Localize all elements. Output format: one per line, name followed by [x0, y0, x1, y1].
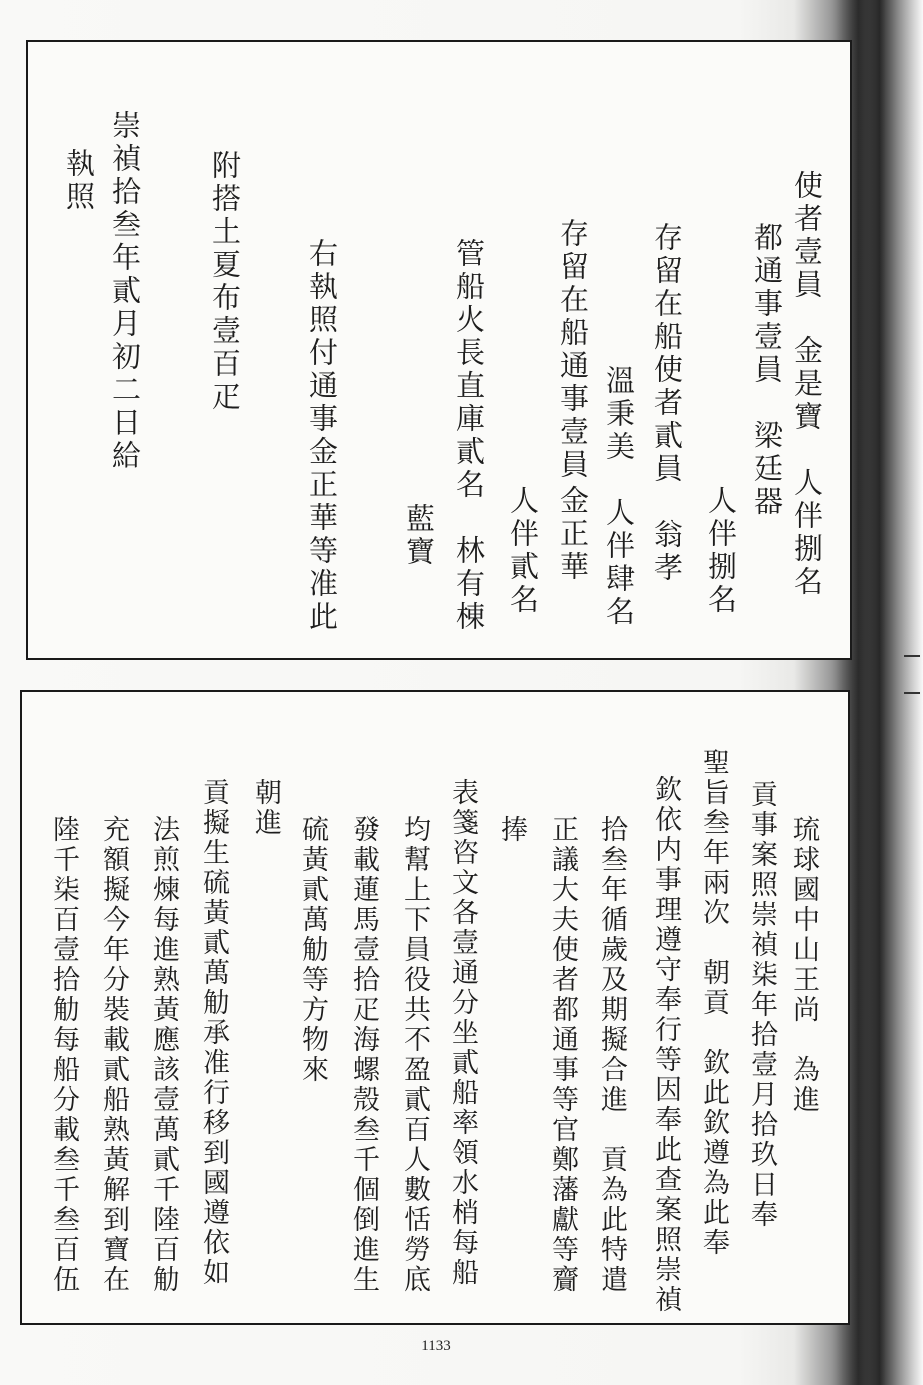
text-column: 法煎煉每進熟黃應該壹萬貳千陸百觔 — [148, 815, 179, 1295]
text-column: 捧 — [496, 815, 527, 845]
text-column: 朝進 — [250, 778, 281, 838]
text-column: 發載蓮馬壹拾疋海螺殼叁千個倒進生 — [348, 815, 379, 1295]
text-column: 貢事案照崇禎柒年拾壹月拾玖日奉 — [746, 780, 777, 1230]
text-column: 使者壹員 金是寶 人伴捌名 — [790, 170, 824, 599]
facing-page-edge-mark — [904, 655, 920, 657]
text-column: 溫秉美 人伴肆名 — [602, 365, 636, 629]
text-column: 存留在船使者貳員 翁孝 — [650, 222, 684, 585]
text-column: 拾叁年循歲及期擬合進 貢為此特遣 — [596, 815, 627, 1295]
text-column: 表箋咨文各壹通分坐貳船率領水梢每船 — [447, 778, 478, 1288]
text-column: 藍寶 — [402, 503, 436, 569]
text-column: 崇禎拾叁年貳月初二日給 — [108, 110, 142, 473]
text-column: 充額擬今年分裝載貳船熟黃解到寶在 — [98, 815, 129, 1295]
text-column: 人伴貳名 — [506, 485, 540, 617]
text-column: 附搭土夏布壹百疋 — [208, 150, 242, 414]
text-column: 都通事壹員 梁廷器 — [750, 222, 784, 519]
text-column: 金正華 — [556, 485, 590, 584]
text-column: 人伴捌名 — [704, 485, 738, 617]
text-column: 存留在船通事壹員 — [556, 218, 590, 482]
text-column: 陸千柒百壹拾觔每船分載叁千叁百伍 — [48, 815, 79, 1295]
text-column: 欽依内事理遵守奉行等因奉此查案照崇禎 — [650, 775, 681, 1315]
page-number: 1133 — [421, 1338, 451, 1354]
text-column: 聖旨叁年兩次 朝貢 欽此欽遵為此奉 — [698, 748, 729, 1258]
text-column: 均幫上下員役共不盈貳百人數恬勞底 — [399, 815, 430, 1295]
text-column: 硫黃貳萬觔等方物來 — [297, 815, 328, 1085]
facing-page-edge-mark — [904, 692, 920, 694]
text-column: 執照 — [62, 148, 96, 214]
text-column: 貢擬生硫黃貳萬觔承准行移到國遵依如 — [198, 778, 229, 1288]
text-column: 管船火長直庫貳名 林有棟 — [452, 238, 486, 634]
text-column: 右執照付通事金正華等准此 — [305, 238, 339, 634]
text-column: 琉球國中山王尚 為進 — [788, 815, 819, 1115]
text-column: 正議大夫使者都通事等官鄭藩獻等齎 — [547, 815, 578, 1295]
